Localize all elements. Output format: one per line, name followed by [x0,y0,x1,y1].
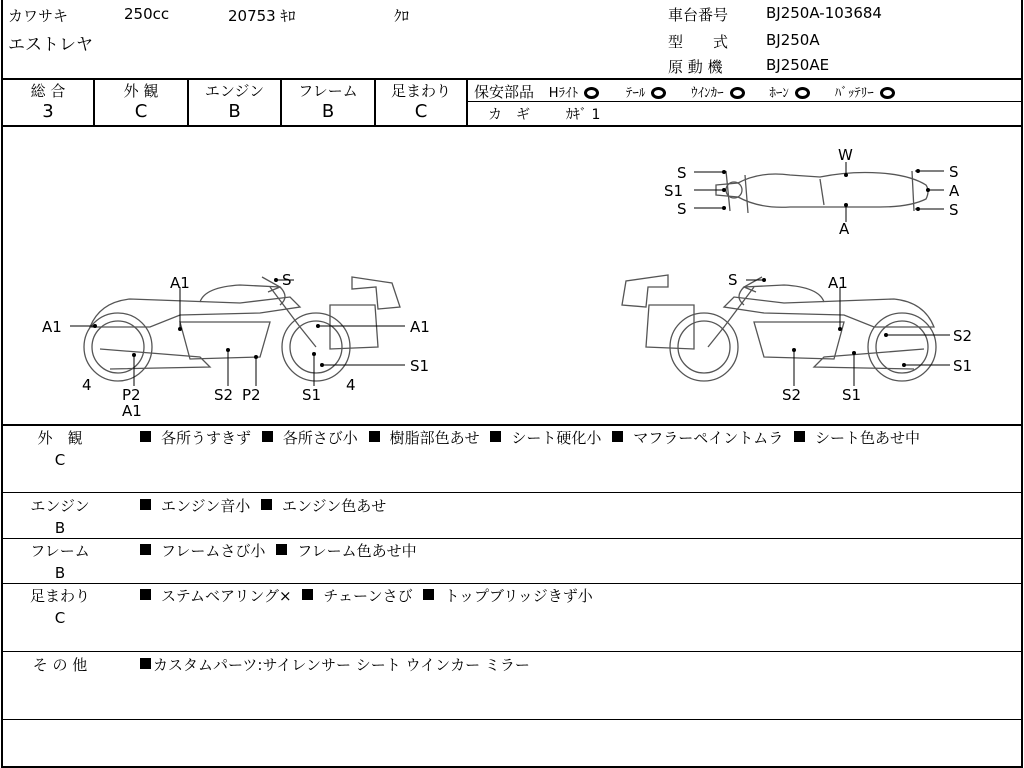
grade-label: フレーム [298,82,358,100]
note-item: トップブリッジきず小 [444,587,593,605]
diagram-label: 4 [346,376,356,394]
section-label: そ の 他 [32,656,88,674]
section-grade: B [54,564,66,582]
bike-left-view [42,271,430,420]
diagram-label: P2 [122,386,141,404]
section-label: 足まわり [29,587,90,605]
ok-circle-icon [730,87,745,99]
note-item: シート硬化小 [511,429,602,447]
bike-top-view [664,146,960,238]
ok-circle-icon [880,87,895,99]
mileage: 20753 ｷﾛ [228,7,296,25]
grade-frame [282,80,374,126]
divider [1,492,1023,493]
section-exterior-notes [134,427,1012,449]
diagram-label: S2 [782,386,802,404]
section-label: 外 観 [37,429,83,447]
key-label: カ ギ [488,107,530,123]
diagram-label: S1 [410,357,430,375]
note-item: ステムベアリング× [161,587,292,605]
grade-value: C [414,101,428,122]
safety-battery [835,83,895,101]
grade-value: B [228,101,241,122]
grade-suspension [376,80,466,126]
grade-engine [189,80,280,126]
section-suspension-notes [134,585,1012,607]
note-item: チェーンさび [323,587,413,605]
safety-title: 保安部品 [474,83,535,101]
grade-label: 足まわり [390,82,451,100]
bullet-square-icon [490,431,501,442]
diagram-label: A1 [170,274,190,292]
section-grade: B [54,519,66,537]
engine-value: BJ250AE [766,56,830,74]
grade-label: エンジン [204,82,265,100]
note-item: エンジン音小 [161,497,251,515]
divider [466,79,468,126]
section-grade: C [54,609,66,627]
grade-exterior [95,80,187,126]
divider [1,651,1023,652]
note-item: マフラーペイントムラ [633,429,784,447]
divider [1,719,1023,720]
ok-circle-icon [651,87,666,99]
bullet-square-icon [140,544,151,555]
section-label: エンジン [30,497,90,515]
safety-item-label: ｳｲﾝｶｰ [691,86,724,101]
safety-winker [691,83,745,101]
diagram-label: S1 [953,357,973,375]
section-other-notes [134,654,1012,676]
diagram-label: A [949,182,960,200]
bullet-square-icon [140,499,151,510]
diagram-label: S [949,163,959,181]
note-item: フレームさび小 [161,542,266,560]
section-suspension-label [20,585,100,629]
note-item: 各所うすきず [161,429,252,447]
bullet-square-icon [140,431,151,442]
bullet-square-icon [261,499,272,510]
safety-headlight [549,83,599,101]
bullet-square-icon [302,589,313,600]
type-value: BJ250A [766,31,820,49]
safety-item-label: Hﾗｲﾄ [548,86,579,101]
diagram-label: S [949,201,959,219]
diagram-label: S1 [664,182,684,200]
section-label: フレーム [30,542,90,560]
diagram-label: S1 [302,386,322,404]
divider [1,583,1023,584]
note-item: エンジン色あせ [282,497,387,515]
diagram-label: A1 [410,318,430,336]
diagram-label: S [677,164,687,182]
diagram-label: A [839,220,850,238]
key-value: ｶｷﾞ 1 [566,107,601,123]
section-frame-notes [134,540,1012,562]
displacement: 250cc [124,5,170,23]
bullet-square-icon [140,658,151,669]
section-grade: C [54,451,66,469]
diagram-label: P2 [242,386,261,404]
section-frame-label [20,540,100,584]
grade-value: C [134,101,148,122]
chassis-label: 車台番号 [668,6,729,24]
bullet-square-icon [262,431,273,442]
diagram-label: S [728,271,738,289]
safety-item-label: ﾊﾞｯﾃﾘｰ [834,86,874,101]
diagram-label: A1 [828,274,848,292]
section-other-label [20,654,100,676]
bullet-square-icon [423,589,434,600]
chassis-value: BJ250A-103684 [766,4,882,22]
diagram-label: A1 [42,318,62,336]
section-exterior-label [20,427,100,471]
section-engine-label [20,495,100,539]
safety-item-label: ﾎｰﾝ [769,86,789,101]
safety-row [474,81,895,102]
diagram-label: A1 [122,402,142,420]
bullet-square-icon [276,544,287,555]
diagram-label: S [282,271,292,289]
ok-circle-icon [584,87,599,99]
safety-tail [626,83,667,101]
diagram-label: S2 [214,386,234,404]
maker: カワサキ [8,7,69,25]
note-item: 樹脂部色あせ [389,429,480,447]
bullet-square-icon [612,431,623,442]
grade-value: B [321,101,335,122]
grade-label: 総 合 [30,82,66,100]
note-item: シート色あせ中 [814,429,920,447]
bullet-square-icon [794,431,805,442]
diagram-label: W [838,146,853,164]
ok-circle-icon [795,87,810,99]
bike-right-view [622,271,972,404]
safety-horn [769,83,810,101]
safety-item-label: ﾃｰﾙ [625,86,646,101]
note-item: フレーム色あせ中 [297,542,417,560]
bullet-square-icon [369,431,380,442]
diagram-label: S1 [842,386,862,404]
note-item: 各所さび小 [282,429,358,447]
diagram-label: 4 [82,376,92,394]
color: ｸﾛ [394,7,410,25]
diagram-label: S [677,200,687,218]
divider [1,538,1023,539]
diagram-label: S2 [953,327,973,345]
note-item: カスタムパーツ:サイレンサー シート ウインカー ミラー [153,656,530,674]
type-label: 型 式 [668,33,729,51]
divider [1,424,1023,426]
grade-value: 3 [42,101,54,122]
damage-diagram [0,127,1024,425]
bullet-square-icon [140,589,151,600]
engine-label: 原 動 機 [668,58,723,76]
grade-overall [2,80,94,126]
section-engine-notes [134,495,1012,517]
grade-label: 外 観 [123,82,159,100]
model-name: エストレヤ [8,35,93,55]
